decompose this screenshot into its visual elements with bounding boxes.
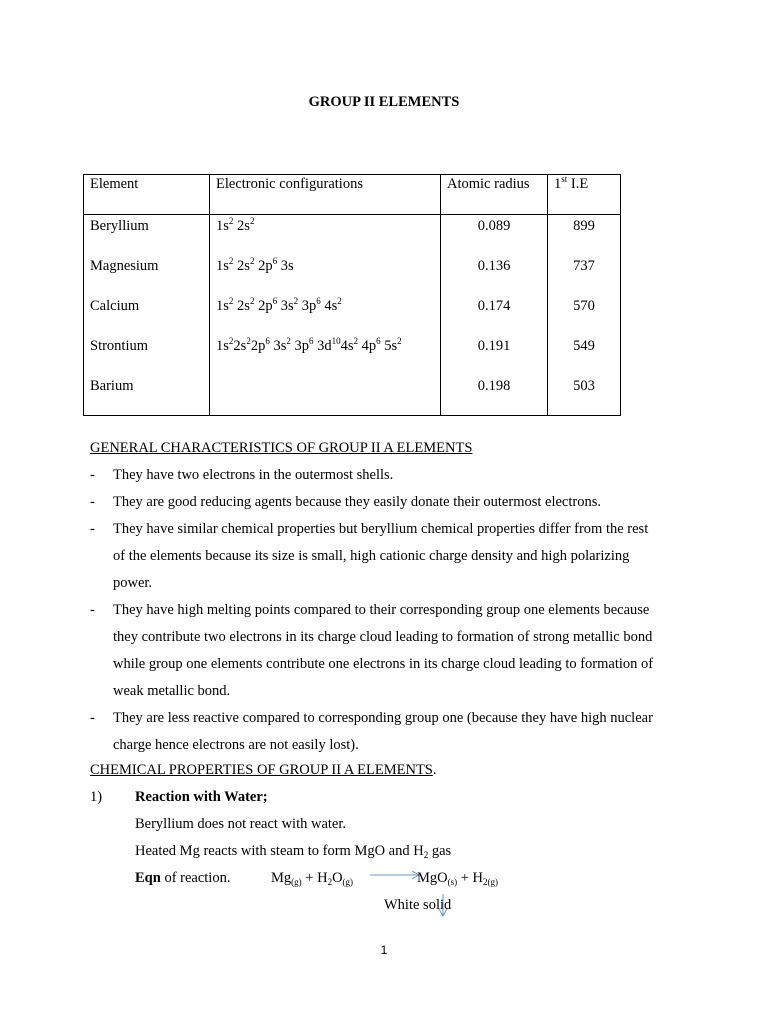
- ionization-energy: 737: [548, 257, 621, 297]
- bullet-text-line: They have two electrons in the outermost shells.: [113, 467, 394, 483]
- equation-products: $MgO_{(s)} + H_{2(g)}$: [417, 870, 499, 887]
- item-number: 1): [90, 789, 103, 805]
- elements-table: [83, 174, 621, 416]
- electron-config: $1s^2$ $2s^2$ $2p^6$ $3s^2$ $3p^6$ $4s^2$: [210, 297, 441, 337]
- ionization-energy: 549: [548, 337, 621, 377]
- page-title: GROUP II ELEMENTS: [308, 94, 460, 110]
- electron-config: $1s^2$ $2s^2$: [210, 215, 441, 258]
- atomic-radius: 0.089: [441, 215, 548, 258]
- down-arrow-icon: [437, 893, 449, 919]
- ionization-energy: 899: [548, 215, 621, 258]
- magnesium-steam-text: Heated Mg reacts with steam to form MgO and $H_2$ gas: [135, 843, 452, 860]
- table-header-row: [84, 175, 621, 215]
- table-row: [84, 297, 621, 337]
- atomic-radius: 0.136: [441, 257, 548, 297]
- electron-config: [210, 377, 441, 416]
- eqn-rest: of reaction.: [160, 870, 231, 886]
- chemical-properties-heading: CHEMICAL PROPERTIES OF GROUP II A ELEMENTS.: [90, 762, 437, 778]
- header-config: Electronic configurations: [210, 175, 441, 215]
- beryllium-water-text: Beryllium does not react with water.: [135, 816, 347, 832]
- magnesium-steam-main: Heated Mg reacts with steam to form MgO and H: [135, 843, 424, 859]
- chemical-heading-text: CHEMICAL PROPERTIES OF GROUP II A ELEMENTS: [90, 762, 433, 778]
- bullet-text-line: They are less reactive compared to corresponding group one (because they have high nuclear: [113, 710, 653, 726]
- table-row: [84, 257, 621, 297]
- atomic-radius: 0.198: [441, 377, 548, 416]
- electron-config: $1s^2$ $2s^2$ $2p^6$ 3s: [210, 257, 441, 297]
- bullet-text-line: while group one elements contribute one electrons in its charge cloud leading to formation of: [113, 656, 654, 672]
- table-row: [84, 337, 621, 377]
- ionization-energy: 503: [548, 377, 621, 416]
- electron-config: $1s^22s^22p^6$ $3s^2$ $3p^6$ $3d^{10}4s^2$ $4p^6$ $5s^2$: [210, 337, 441, 377]
- element-name: Beryllium: [84, 215, 210, 258]
- element-name: Magnesium: [84, 257, 210, 297]
- header-radius: Atomic radius: [441, 175, 548, 215]
- table-row: [84, 377, 621, 416]
- page-number: 1: [380, 943, 388, 957]
- bullet-text-line: they contribute two electrons in its charge cloud leading to formation of strong metallic bond: [113, 629, 653, 645]
- bullet-dash: -: [90, 467, 95, 483]
- magnesium-steam-end: gas: [428, 843, 452, 859]
- element-name: Strontium: [84, 337, 210, 377]
- reaction-arrow-icon: [368, 866, 424, 880]
- bullet-text-line: They are good reducing agents because they easily donate their outermost electrons.: [113, 494, 601, 510]
- bullet-dash: -: [90, 710, 95, 726]
- atomic-radius: 0.174: [441, 297, 548, 337]
- equation-reactants: $Mg_{(g)} + H_2O_{(g)}$: [271, 870, 354, 887]
- ionization-energy: 570: [548, 297, 621, 337]
- bullet-text-line: power.: [113, 575, 153, 591]
- eqn-bold: Eqn: [135, 870, 161, 886]
- bullet-text-line: They have high melting points compared to their corresponding group one elements because: [113, 602, 650, 618]
- bullet-dash: -: [90, 494, 95, 510]
- white-solid-label: White solid: [384, 897, 452, 913]
- bullet-dash: -: [90, 602, 95, 618]
- bullet-text-line: of the elements because its size is small, high cationic charge density and high polarizing: [113, 548, 630, 564]
- item-title: Reaction with Water;: [135, 789, 268, 805]
- bullet-text-line: weak metallic bond.: [113, 683, 231, 699]
- bullet-text-line: charge hence electrons are not easily lost).: [113, 737, 359, 753]
- bullet-dash: -: [90, 521, 95, 537]
- general-characteristics-heading: GENERAL CHARACTERISTICS OF GROUP II A ELEMENTS: [90, 440, 473, 456]
- table-row: [84, 215, 621, 258]
- element-name: Barium: [84, 377, 210, 416]
- header-ie: 1st I.E: [548, 175, 621, 215]
- header-element: Element: [84, 175, 210, 215]
- element-name: Calcium: [84, 297, 210, 337]
- bullet-text-line: They have similar chemical properties but beryllium chemical properties differ from the rest: [113, 521, 649, 537]
- equation-label: [135, 869, 230, 887]
- atomic-radius: 0.191: [441, 337, 548, 377]
